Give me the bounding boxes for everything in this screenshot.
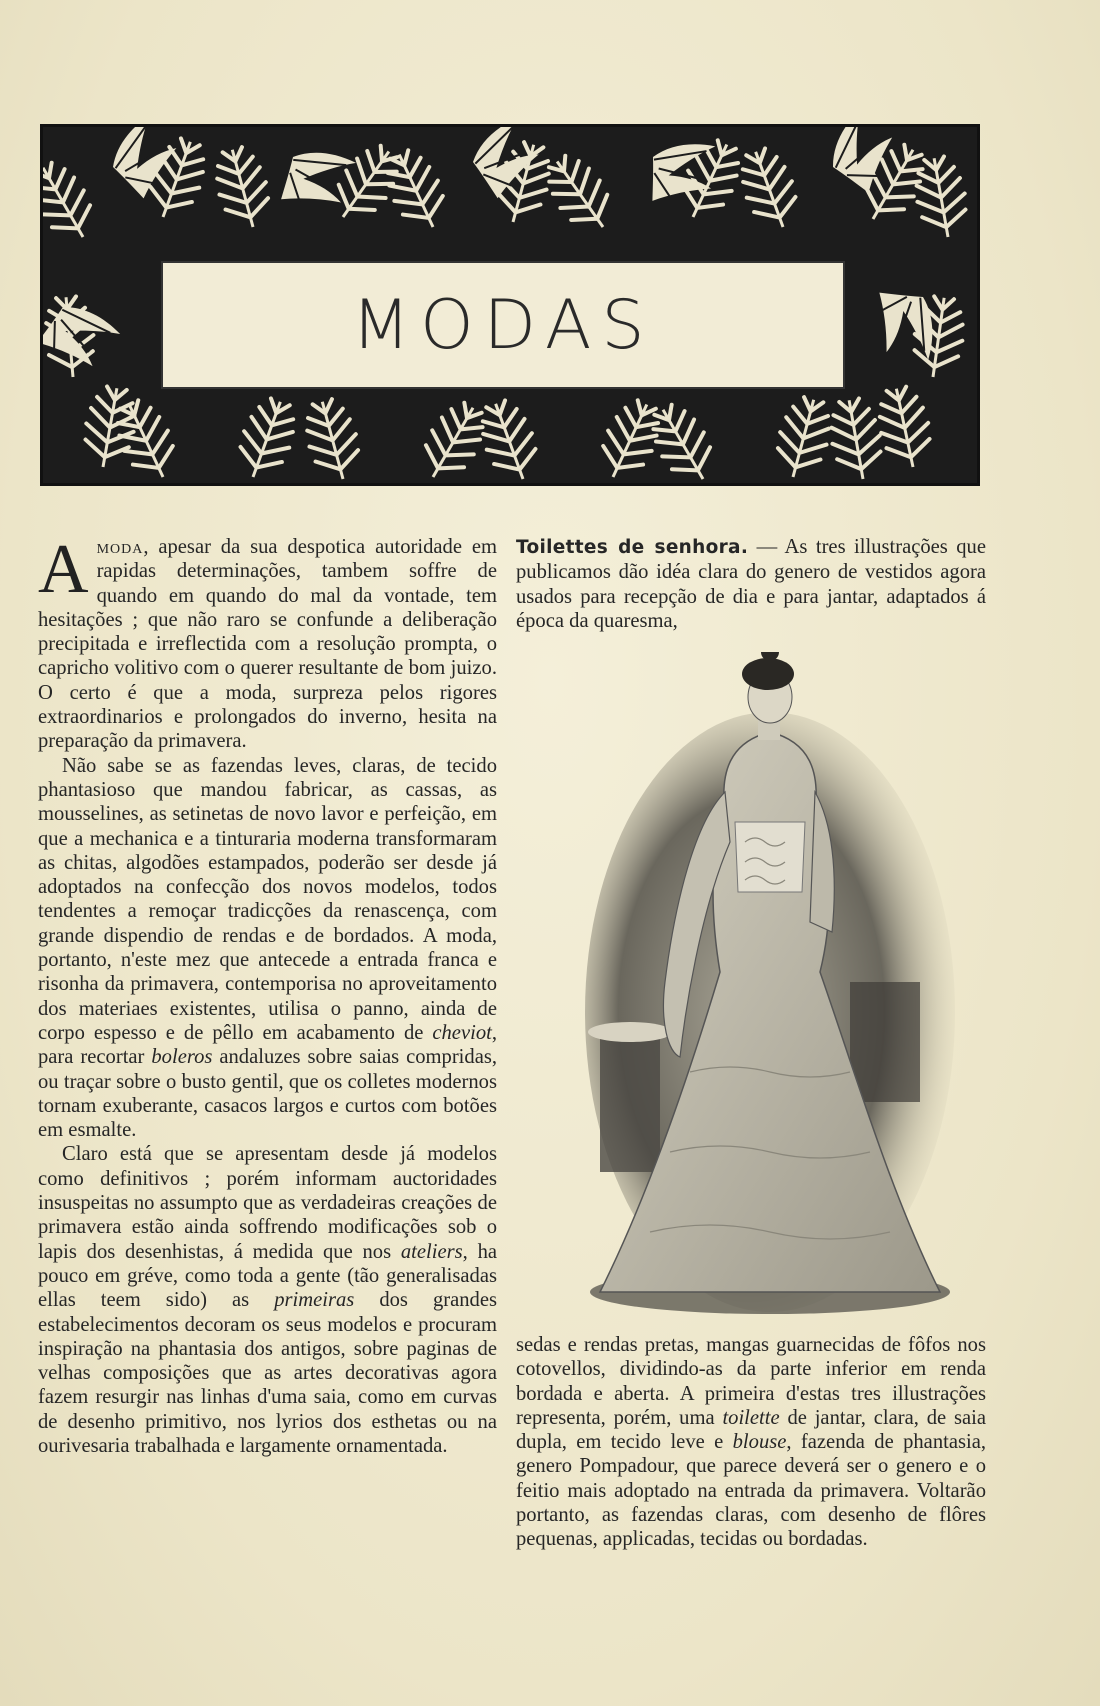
continuation-italic-2: blouse xyxy=(732,1431,787,1454)
paragraph-2-text-a: Não sabe se as fazendas leves, claras, de tecido phantasioso que mandou fabricar, as cassas, as mousselines, as setinetas de novo lavor e perfeição, em que a mechanica e a tinturaria moderna transformaram as chitas, algodões estampados, poderão ser desde já adoptados na confecção dos novos modelos, todos tendentes a remoçar tradicções da renascença, com grande dispendio de rendas e de bordados. A moda, portanto, n'este mez que antecede a entrada franca e risonha da primavera, contemporisa no aproveitamento dos materiaes existentes, utilisa o panno, ainda de corpo espesso e de pêllo em acabamento de xyxy=(38,754,497,1044)
toilettes-intro-text: — As tres illustrações que publicamos dão idéa clara do genero de vestidos agora usados para recepção de dia e para jantar, adaptados á época da quaresma, xyxy=(516,536,986,632)
paragraph-3-text-c: dos grandes estabelecimentos decoram os seus modelos e procuram inspiração na phantasia dos antigos, sobre paginas de velhas composições que as artes decorativas agora fazem resurgir nas linhas d'uma saia, como em curvas de desenho primitivo, nos lyrios dos esthetas ou na ourivesaria trabalhada e largamente ornamentada. xyxy=(38,1289,497,1457)
paragraph-3-text-a: Claro está que se apresentam desde já modelos como definitivos ; porém informam auctoridades insuspeitas no assumpto que as verdadeiras creações de primavera estão ainda soffrendo modificações sob o lapis dos desenhistas, á medida que nos xyxy=(38,1143,497,1263)
toilettes-paragraph xyxy=(516,535,986,633)
page-title: MODAS xyxy=(351,285,655,365)
toilettes-continuation xyxy=(516,1333,986,1552)
paragraph-3-text-b: , ha pouco em gréve, como toda a gente (tão generalisadas ellas teem sido) as xyxy=(38,1240,498,1312)
small-caps-word: moda xyxy=(96,536,144,558)
paragraph-1 xyxy=(38,531,497,754)
drop-cap: A xyxy=(38,531,89,608)
leaf-ornament-banner xyxy=(40,124,980,486)
paragraph-3-italic-1: ateliers xyxy=(400,1240,463,1263)
paragraph-3-italic-2: primeiras xyxy=(274,1289,355,1312)
paragraph-1-text: , apesar da sua despotica autoridade em rapidas determinações, tambem soffre de quando em quando do mal da vontade, tem hesitações ; que não raro se confunde a deliberação precipitada e irreflectida com a resolução prompta, o capricho volitivo com o querer resultante de bom juizo. O certo é que a moda, surpreza pelos rigores extraordinarios e prolongados do inverno, hesita na preparação da primavera. xyxy=(38,536,497,753)
paragraph-3 xyxy=(38,1142,497,1458)
continuation-text-a: sedas e rendas pretas, mangas guarnecidas de fôfos nos cotovellos, dividindo-as da parte inferior em renda bordada e aberta. A primeira d'estas tres illustrações representa, porém, uma xyxy=(516,1334,986,1429)
continuation-text-c: , fazenda de phantasia, genero Pompadour, que parece deverá ser o genero e o feitio mais adoptado na entrada da primavera. Voltarão portanto, as fazendas claras, com desenho de flôres pequenas, applicadas, tecidas ou bordadas. xyxy=(516,1431,987,1551)
left-column xyxy=(38,531,498,1458)
paragraph-2-text-b: , para recortar xyxy=(38,1021,497,1069)
title-box xyxy=(161,261,845,389)
paragraph-2-text-c: andaluzes sobre saias compridas, ou traçar sobre o busto gentil, que os colletes modernos tornam exuberante, casacos largos e curtos com botões em esmalte. xyxy=(38,1046,497,1142)
lady-gown-icon xyxy=(570,652,990,1322)
continuation-text-b: de jantar, clara, de saia dupla, em tecido leve e xyxy=(516,1406,986,1454)
right-column-bottom xyxy=(516,1333,986,1552)
lady-gown-illustration xyxy=(570,652,990,1322)
section-heading: Toilettes de senhora. xyxy=(516,537,749,558)
continuation-italic-1: toilette xyxy=(722,1406,780,1429)
paragraph-2 xyxy=(38,754,497,1143)
right-column-top xyxy=(516,535,986,633)
paragraph-2-italic-1: cheviot xyxy=(432,1021,492,1044)
paragraph-2-italic-2: boleros xyxy=(151,1046,213,1069)
